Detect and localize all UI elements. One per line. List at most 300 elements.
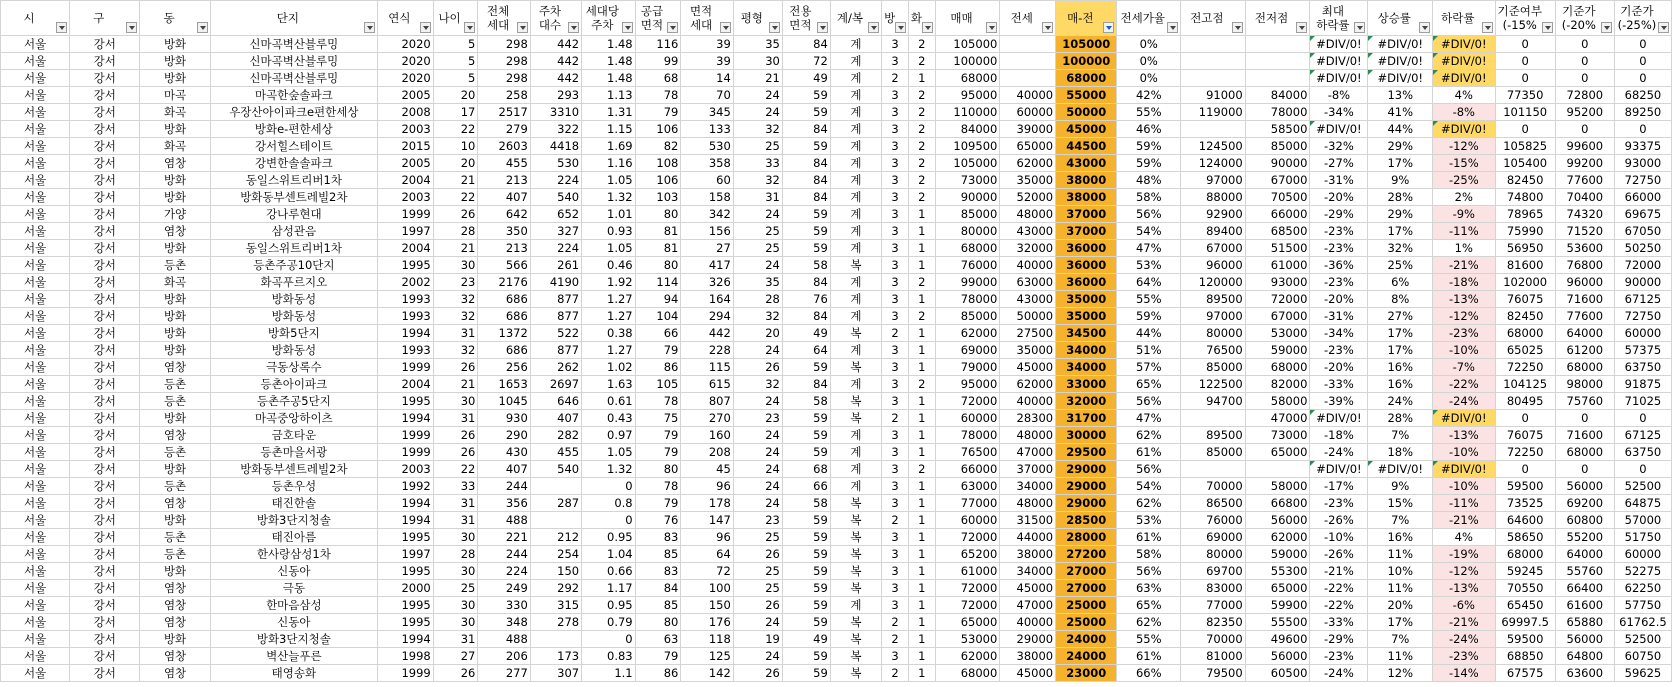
cell-dong[interactable]: 화곡 bbox=[140, 138, 210, 155]
cell-parking-per-unit[interactable]: 1.01 bbox=[582, 206, 636, 223]
cell-max-decline[interactable]: -29% bbox=[1310, 631, 1368, 648]
cell-sale-price[interactable]: 76000 bbox=[935, 257, 1000, 274]
cell-rise-rate[interactable]: 29% bbox=[1368, 206, 1433, 223]
cell-year-built[interactable]: 1997 bbox=[378, 546, 434, 563]
cell-parking[interactable]: 442 bbox=[530, 53, 581, 70]
cell-gap[interactable]: 30000 bbox=[1056, 427, 1117, 444]
cell-total-units[interactable]: 430 bbox=[478, 444, 530, 461]
column-header-decline-rate[interactable] bbox=[1433, 1, 1495, 36]
cell-rooms[interactable]: 3 bbox=[882, 53, 909, 70]
cell-year-built[interactable]: 2020 bbox=[378, 36, 434, 53]
cell-dong[interactable]: 염창 bbox=[140, 665, 210, 682]
cell-stair-type[interactable]: 복 bbox=[830, 665, 881, 682]
cell-year-built[interactable]: 2005 bbox=[378, 155, 434, 172]
cell-jeonse-price[interactable]: 52000 bbox=[1000, 189, 1056, 206]
cell-sale-price[interactable]: 100000 bbox=[935, 53, 1000, 70]
cell-prev-high[interactable]: 122500 bbox=[1181, 376, 1246, 393]
cell-parking-per-unit[interactable]: 1.13 bbox=[582, 87, 636, 104]
cell-total-units[interactable]: 642 bbox=[478, 206, 530, 223]
cell-gap[interactable]: 36000 bbox=[1056, 257, 1117, 274]
cell-base-20[interactable]: 72800 bbox=[1555, 87, 1614, 104]
cell-complex[interactable]: 등촌주공10단지 bbox=[210, 257, 377, 274]
cell-base-20[interactable]: 66400 bbox=[1555, 580, 1614, 597]
cell-supply-area[interactable]: 104 bbox=[635, 308, 681, 325]
cell-pyeong[interactable]: 24 bbox=[733, 478, 782, 495]
cell-district[interactable]: 강서 bbox=[70, 223, 140, 240]
cell-jeonse-price[interactable]: 40000 bbox=[1000, 393, 1056, 410]
cell-rise-rate[interactable]: 17% bbox=[1368, 342, 1433, 359]
cell-rooms[interactable]: 3 bbox=[882, 563, 909, 580]
cell-max-decline[interactable]: -31% bbox=[1310, 308, 1368, 325]
cell-max-decline[interactable]: -23% bbox=[1310, 648, 1368, 665]
cell-pyeong[interactable]: 32 bbox=[733, 376, 782, 393]
cell-parking[interactable] bbox=[530, 512, 581, 529]
cell-dong[interactable]: 염창 bbox=[140, 359, 210, 376]
cell-prev-low[interactable] bbox=[1245, 53, 1310, 70]
cell-base-25[interactable]: 67125 bbox=[1614, 427, 1671, 444]
cell-rooms[interactable]: 3 bbox=[882, 597, 909, 614]
cell-dong[interactable]: 방화 bbox=[140, 172, 210, 189]
cell-city[interactable]: 서울 bbox=[1, 308, 70, 325]
cell-city[interactable]: 서울 bbox=[1, 53, 70, 70]
cell-decline-rate[interactable]: 4% bbox=[1433, 529, 1495, 546]
cell-base-20[interactable]: 69200 bbox=[1555, 495, 1614, 512]
cell-sale-price[interactable]: 68000 bbox=[935, 665, 1000, 682]
cell-supply-area[interactable]: 85 bbox=[635, 546, 681, 563]
cell-exclusive-area[interactable]: 84 bbox=[782, 172, 830, 189]
cell-year-built[interactable]: 2020 bbox=[378, 70, 434, 87]
cell-base-15[interactable]: 72250 bbox=[1495, 444, 1555, 461]
cell-prev-low[interactable]: 90000 bbox=[1245, 155, 1310, 172]
cell-jeonse-ratio[interactable]: 53% bbox=[1117, 257, 1181, 274]
cell-district[interactable]: 강서 bbox=[70, 614, 140, 631]
cell-rooms[interactable]: 3 bbox=[882, 546, 909, 563]
cell-parking[interactable]: 262 bbox=[530, 359, 581, 376]
cell-pyeong[interactable]: 26 bbox=[733, 546, 782, 563]
cell-parking[interactable]: 261 bbox=[530, 257, 581, 274]
cell-parking[interactable]: 4190 bbox=[530, 274, 581, 291]
cell-year-built[interactable]: 1992 bbox=[378, 478, 434, 495]
cell-pyeong[interactable]: 24 bbox=[733, 427, 782, 444]
cell-area-units[interactable]: 150 bbox=[681, 597, 733, 614]
cell-sale-price[interactable]: 95000 bbox=[935, 376, 1000, 393]
cell-parking[interactable]: 322 bbox=[530, 121, 581, 138]
cell-base-20[interactable]: 74320 bbox=[1555, 206, 1614, 223]
cell-supply-area[interactable]: 85 bbox=[635, 597, 681, 614]
cell-decline-rate[interactable]: 1% bbox=[1433, 240, 1495, 257]
cell-exclusive-area[interactable]: 59 bbox=[782, 104, 830, 121]
cell-jeonse-ratio[interactable]: 56% bbox=[1117, 206, 1181, 223]
column-header-city[interactable] bbox=[1, 1, 70, 36]
cell-stair-type[interactable]: 계 bbox=[830, 36, 881, 53]
cell-age[interactable]: 21 bbox=[433, 376, 478, 393]
cell-parking[interactable]: 3310 bbox=[530, 104, 581, 121]
cell-rooms[interactable]: 3 bbox=[882, 529, 909, 546]
cell-age[interactable]: 22 bbox=[433, 189, 478, 206]
cell-parking-per-unit[interactable]: 1.05 bbox=[582, 240, 636, 257]
cell-max-decline[interactable]: -23% bbox=[1310, 240, 1368, 257]
cell-rooms[interactable]: 3 bbox=[882, 427, 909, 444]
cell-prev-high[interactable]: 89500 bbox=[1181, 291, 1246, 308]
cell-prev-high[interactable]: 69700 bbox=[1181, 563, 1246, 580]
cell-base-20[interactable]: 0 bbox=[1555, 121, 1614, 138]
cell-jeonse-price[interactable]: 63000 bbox=[1000, 274, 1056, 291]
cell-area-units[interactable]: 530 bbox=[681, 138, 733, 155]
cell-complex[interactable]: 방화동부센트레빌2차 bbox=[210, 189, 377, 206]
cell-year-built[interactable]: 1995 bbox=[378, 597, 434, 614]
cell-base-15[interactable]: 65450 bbox=[1495, 597, 1555, 614]
cell-dong[interactable]: 방화 bbox=[140, 291, 210, 308]
cell-exclusive-area[interactable]: 59 bbox=[782, 444, 830, 461]
cell-parking[interactable]: 2697 bbox=[530, 376, 581, 393]
cell-sale-price[interactable]: 65000 bbox=[935, 614, 1000, 631]
cell-rooms[interactable]: 2 bbox=[882, 631, 909, 648]
column-header-complex[interactable] bbox=[210, 1, 377, 36]
filter-dropdown-icon[interactable] bbox=[1232, 22, 1243, 33]
cell-exclusive-area[interactable]: 84 bbox=[782, 274, 830, 291]
filter-dropdown-icon[interactable] bbox=[1354, 22, 1365, 33]
cell-jeonse-price[interactable]: 60000 bbox=[1000, 104, 1056, 121]
cell-supply-area[interactable]: 79 bbox=[635, 427, 681, 444]
cell-pyeong[interactable]: 25 bbox=[733, 563, 782, 580]
cell-base-25[interactable]: 52275 bbox=[1614, 563, 1671, 580]
cell-jeonse-price[interactable]: 43000 bbox=[1000, 291, 1056, 308]
cell-parking[interactable]: 442 bbox=[530, 36, 581, 53]
cell-year-built[interactable]: 2008 bbox=[378, 104, 434, 121]
cell-area-units[interactable]: 133 bbox=[681, 121, 733, 138]
cell-prev-low[interactable]: 93000 bbox=[1245, 274, 1310, 291]
cell-gap[interactable]: 34000 bbox=[1056, 359, 1117, 376]
cell-parking-per-unit[interactable]: 1.15 bbox=[582, 121, 636, 138]
cell-supply-area[interactable]: 84 bbox=[635, 580, 681, 597]
cell-district[interactable]: 강서 bbox=[70, 631, 140, 648]
filter-dropdown-icon[interactable] bbox=[1042, 22, 1053, 33]
cell-rise-rate[interactable]: 29% bbox=[1368, 138, 1433, 155]
cell-base-20[interactable]: 76800 bbox=[1555, 257, 1614, 274]
cell-prev-high[interactable]: 124500 bbox=[1181, 138, 1246, 155]
cell-base-15[interactable]: 68000 bbox=[1495, 546, 1555, 563]
cell-total-units[interactable]: 407 bbox=[478, 461, 530, 478]
cell-complex[interactable]: 한사랑삼성1차 bbox=[210, 546, 377, 563]
filter-dropdown-icon[interactable] bbox=[769, 22, 780, 33]
cell-district[interactable]: 강서 bbox=[70, 138, 140, 155]
cell-city[interactable]: 서울 bbox=[1, 495, 70, 512]
cell-exclusive-area[interactable]: 59 bbox=[782, 410, 830, 427]
cell-jeonse-ratio[interactable]: 48% bbox=[1117, 172, 1181, 189]
cell-prev-high[interactable]: 89400 bbox=[1181, 223, 1246, 240]
cell-jeonse-ratio[interactable]: 56% bbox=[1117, 563, 1181, 580]
cell-bathrooms[interactable]: 1 bbox=[908, 580, 935, 597]
cell-base-25[interactable]: 93000 bbox=[1614, 155, 1671, 172]
cell-age[interactable]: 25 bbox=[433, 580, 478, 597]
cell-dong[interactable]: 염창 bbox=[140, 155, 210, 172]
cell-sale-price[interactable]: 90000 bbox=[935, 189, 1000, 206]
cell-sale-price[interactable]: 68000 bbox=[935, 70, 1000, 87]
cell-year-built[interactable]: 1997 bbox=[378, 223, 434, 240]
cell-total-units[interactable]: 244 bbox=[478, 478, 530, 495]
cell-base-25[interactable]: 57375 bbox=[1614, 342, 1671, 359]
cell-exclusive-area[interactable]: 59 bbox=[782, 614, 830, 631]
cell-gap[interactable]: 38000 bbox=[1056, 172, 1117, 189]
cell-exclusive-area[interactable]: 59 bbox=[782, 665, 830, 682]
cell-city[interactable]: 서울 bbox=[1, 104, 70, 121]
cell-pyeong[interactable]: 25 bbox=[733, 240, 782, 257]
cell-bathrooms[interactable]: 2 bbox=[908, 87, 935, 104]
cell-sale-price[interactable]: 105000 bbox=[935, 36, 1000, 53]
cell-exclusive-area[interactable]: 59 bbox=[782, 427, 830, 444]
cell-age[interactable]: 26 bbox=[433, 206, 478, 223]
cell-exclusive-area[interactable]: 72 bbox=[782, 53, 830, 70]
cell-age[interactable]: 30 bbox=[433, 393, 478, 410]
column-header-supply-area[interactable] bbox=[635, 1, 681, 36]
cell-prev-high[interactable]: 85000 bbox=[1181, 359, 1246, 376]
column-header-rise-rate[interactable] bbox=[1368, 1, 1433, 36]
cell-sale-price[interactable]: 78000 bbox=[935, 427, 1000, 444]
cell-complex[interactable]: 방화동성 bbox=[210, 308, 377, 325]
column-header-district[interactable] bbox=[70, 1, 140, 36]
cell-jeonse-ratio[interactable]: 55% bbox=[1117, 631, 1181, 648]
cell-jeonse-ratio[interactable]: 59% bbox=[1117, 155, 1181, 172]
cell-max-decline[interactable]: #DIV/0! bbox=[1310, 53, 1368, 70]
cell-decline-rate[interactable]: -23% bbox=[1433, 648, 1495, 665]
cell-jeonse-ratio[interactable]: 58% bbox=[1117, 189, 1181, 206]
cell-jeonse-ratio[interactable]: 54% bbox=[1117, 478, 1181, 495]
cell-jeonse-ratio[interactable]: 56% bbox=[1117, 393, 1181, 410]
cell-prev-low[interactable]: 58000 bbox=[1245, 478, 1310, 495]
cell-complex[interactable]: 태진한솔 bbox=[210, 495, 377, 512]
cell-jeonse-ratio[interactable]: 47% bbox=[1117, 410, 1181, 427]
cell-year-built[interactable]: 2003 bbox=[378, 461, 434, 478]
cell-city[interactable]: 서울 bbox=[1, 597, 70, 614]
cell-area-units[interactable]: 228 bbox=[681, 342, 733, 359]
cell-year-built[interactable]: 1999 bbox=[378, 206, 434, 223]
cell-parking-per-unit[interactable]: 1.27 bbox=[582, 342, 636, 359]
cell-pyeong[interactable]: 35 bbox=[733, 274, 782, 291]
cell-base-20[interactable]: 61200 bbox=[1555, 342, 1614, 359]
cell-area-units[interactable]: 14 bbox=[681, 70, 733, 87]
cell-supply-area[interactable]: 103 bbox=[635, 189, 681, 206]
cell-jeonse-ratio[interactable]: 64% bbox=[1117, 274, 1181, 291]
cell-rise-rate[interactable]: 12% bbox=[1368, 665, 1433, 682]
cell-max-decline[interactable]: -8% bbox=[1310, 87, 1368, 104]
cell-area-units[interactable]: 176 bbox=[681, 614, 733, 631]
cell-rooms[interactable]: 3 bbox=[882, 308, 909, 325]
cell-stair-type[interactable]: 계 bbox=[830, 87, 881, 104]
cell-pyeong[interactable]: 30 bbox=[733, 53, 782, 70]
cell-exclusive-area[interactable]: 59 bbox=[782, 546, 830, 563]
cell-jeonse-price[interactable]: 31500 bbox=[1000, 512, 1056, 529]
cell-city[interactable]: 서울 bbox=[1, 580, 70, 597]
cell-jeonse-ratio[interactable]: 53% bbox=[1117, 512, 1181, 529]
cell-age[interactable]: 30 bbox=[433, 529, 478, 546]
cell-bathrooms[interactable]: 1 bbox=[908, 223, 935, 240]
filter-dropdown-icon[interactable] bbox=[197, 22, 208, 33]
cell-prev-low[interactable]: 51500 bbox=[1245, 240, 1310, 257]
cell-base-20[interactable]: 55200 bbox=[1555, 529, 1614, 546]
cell-bathrooms[interactable]: 1 bbox=[908, 325, 935, 342]
cell-jeonse-ratio[interactable]: 62% bbox=[1117, 614, 1181, 631]
cell-max-decline[interactable]: -31% bbox=[1310, 172, 1368, 189]
cell-city[interactable]: 서울 bbox=[1, 70, 70, 87]
cell-age[interactable]: 30 bbox=[433, 257, 478, 274]
cell-base-25[interactable]: 61762.5 bbox=[1614, 614, 1671, 631]
cell-age[interactable]: 26 bbox=[433, 427, 478, 444]
cell-base-20[interactable]: 0 bbox=[1555, 461, 1614, 478]
cell-district[interactable]: 강서 bbox=[70, 206, 140, 223]
cell-parking-per-unit[interactable]: 0 bbox=[582, 631, 636, 648]
cell-pyeong[interactable]: 24 bbox=[733, 206, 782, 223]
cell-age[interactable]: 28 bbox=[433, 546, 478, 563]
cell-age[interactable]: 20 bbox=[433, 87, 478, 104]
cell-gap[interactable]: 27000 bbox=[1056, 563, 1117, 580]
cell-max-decline[interactable]: -23% bbox=[1310, 223, 1368, 240]
cell-district[interactable]: 강서 bbox=[70, 393, 140, 410]
cell-rooms[interactable]: 2 bbox=[882, 665, 909, 682]
cell-pyeong[interactable]: 28 bbox=[733, 291, 782, 308]
cell-supply-area[interactable]: 78 bbox=[635, 87, 681, 104]
cell-base-20[interactable]: 99200 bbox=[1555, 155, 1614, 172]
column-header-gap[interactable] bbox=[1056, 1, 1117, 36]
cell-base-15[interactable]: 81600 bbox=[1495, 257, 1555, 274]
cell-dong[interactable]: 염창 bbox=[140, 614, 210, 631]
cell-jeonse-price[interactable]: 34000 bbox=[1000, 563, 1056, 580]
cell-prev-high[interactable]: 81000 bbox=[1181, 648, 1246, 665]
cell-base-25[interactable]: 0 bbox=[1614, 70, 1671, 87]
cell-base-25[interactable]: 0 bbox=[1614, 410, 1671, 427]
cell-bathrooms[interactable]: 2 bbox=[908, 104, 935, 121]
cell-base-20[interactable]: 68000 bbox=[1555, 359, 1614, 376]
cell-base-15[interactable]: 68000 bbox=[1495, 325, 1555, 342]
cell-base-20[interactable]: 75760 bbox=[1555, 393, 1614, 410]
cell-pyeong[interactable]: 32 bbox=[733, 121, 782, 138]
cell-district[interactable]: 강서 bbox=[70, 597, 140, 614]
cell-jeonse-price[interactable]: 50000 bbox=[1000, 308, 1056, 325]
cell-area-units[interactable]: 417 bbox=[681, 257, 733, 274]
cell-decline-rate[interactable]: #DIV/0! bbox=[1433, 53, 1495, 70]
cell-base-25[interactable]: 52500 bbox=[1614, 631, 1671, 648]
cell-total-units[interactable]: 488 bbox=[478, 631, 530, 648]
cell-prev-low[interactable]: 65000 bbox=[1245, 580, 1310, 597]
cell-gap[interactable]: 28500 bbox=[1056, 512, 1117, 529]
cell-dong[interactable]: 방화 bbox=[140, 325, 210, 342]
cell-pyeong[interactable]: 24 bbox=[733, 614, 782, 631]
cell-gap[interactable]: 38000 bbox=[1056, 189, 1117, 206]
cell-parking-per-unit[interactable]: 1.27 bbox=[582, 308, 636, 325]
cell-total-units[interactable]: 930 bbox=[478, 410, 530, 427]
cell-supply-area[interactable]: 81 bbox=[635, 223, 681, 240]
cell-city[interactable]: 서울 bbox=[1, 512, 70, 529]
cell-pyeong[interactable]: 23 bbox=[733, 410, 782, 427]
cell-prev-low[interactable]: 56000 bbox=[1245, 648, 1310, 665]
cell-total-units[interactable]: 1653 bbox=[478, 376, 530, 393]
cell-parking-per-unit[interactable]: 0.61 bbox=[582, 393, 636, 410]
cell-base-25[interactable]: 68250 bbox=[1614, 87, 1671, 104]
cell-decline-rate[interactable]: -12% bbox=[1433, 308, 1495, 325]
cell-jeonse-ratio[interactable]: 57% bbox=[1117, 359, 1181, 376]
cell-rise-rate[interactable]: 28% bbox=[1368, 189, 1433, 206]
cell-base-20[interactable]: 0 bbox=[1555, 36, 1614, 53]
cell-age[interactable]: 32 bbox=[433, 308, 478, 325]
cell-area-units[interactable]: 45 bbox=[681, 461, 733, 478]
cell-bathrooms[interactable]: 1 bbox=[908, 291, 935, 308]
cell-area-units[interactable]: 64 bbox=[681, 546, 733, 563]
cell-max-decline[interactable]: #DIV/0! bbox=[1310, 461, 1368, 478]
cell-total-units[interactable]: 224 bbox=[478, 563, 530, 580]
cell-city[interactable]: 서울 bbox=[1, 138, 70, 155]
cell-supply-area[interactable]: 79 bbox=[635, 444, 681, 461]
cell-jeonse-price[interactable]: 48000 bbox=[1000, 206, 1056, 223]
cell-city[interactable]: 서울 bbox=[1, 546, 70, 563]
cell-city[interactable]: 서울 bbox=[1, 444, 70, 461]
cell-base-20[interactable]: 56000 bbox=[1555, 631, 1614, 648]
cell-year-built[interactable]: 1999 bbox=[378, 665, 434, 682]
cell-pyeong[interactable]: 24 bbox=[733, 444, 782, 461]
cell-gap[interactable]: 44500 bbox=[1056, 138, 1117, 155]
cell-complex[interactable]: 방화e-편한세상 bbox=[210, 121, 377, 138]
cell-stair-type[interactable]: 계 bbox=[830, 597, 881, 614]
cell-rise-rate[interactable]: 17% bbox=[1368, 325, 1433, 342]
cell-parking[interactable]: 327 bbox=[530, 223, 581, 240]
column-header-jeonse-ratio[interactable] bbox=[1117, 1, 1181, 36]
cell-sale-price[interactable]: 72000 bbox=[935, 580, 1000, 597]
cell-max-decline[interactable]: -22% bbox=[1310, 580, 1368, 597]
cell-area-units[interactable]: 270 bbox=[681, 410, 733, 427]
cell-base-20[interactable]: 71600 bbox=[1555, 427, 1614, 444]
cell-complex[interactable]: 방화3단지청솔 bbox=[210, 631, 377, 648]
cell-dong[interactable]: 염창 bbox=[140, 597, 210, 614]
filter-dropdown-icon[interactable] bbox=[56, 22, 67, 33]
cell-district[interactable]: 강서 bbox=[70, 53, 140, 70]
cell-max-decline[interactable]: -22% bbox=[1310, 597, 1368, 614]
cell-prev-high[interactable] bbox=[1181, 410, 1246, 427]
filter-dropdown-icon[interactable] bbox=[1167, 22, 1178, 33]
cell-sale-price[interactable]: 65200 bbox=[935, 546, 1000, 563]
cell-complex[interactable]: 태영송화 bbox=[210, 665, 377, 682]
cell-jeonse-price[interactable]: 38000 bbox=[1000, 648, 1056, 665]
cell-decline-rate[interactable]: -21% bbox=[1433, 614, 1495, 631]
cell-jeonse-price[interactable]: 45000 bbox=[1000, 665, 1056, 682]
cell-exclusive-area[interactable]: 58 bbox=[782, 393, 830, 410]
cell-jeonse-ratio[interactable]: 55% bbox=[1117, 291, 1181, 308]
cell-age[interactable]: 23 bbox=[433, 274, 478, 291]
cell-district[interactable]: 강서 bbox=[70, 359, 140, 376]
cell-age[interactable]: 26 bbox=[433, 665, 478, 682]
cell-area-units[interactable]: 39 bbox=[681, 36, 733, 53]
cell-district[interactable]: 강서 bbox=[70, 427, 140, 444]
cell-base-15[interactable]: 59245 bbox=[1495, 563, 1555, 580]
cell-city[interactable]: 서울 bbox=[1, 121, 70, 138]
cell-pyeong[interactable]: 24 bbox=[733, 648, 782, 665]
cell-city[interactable]: 서울 bbox=[1, 257, 70, 274]
cell-city[interactable]: 서울 bbox=[1, 376, 70, 393]
cell-district[interactable]: 강서 bbox=[70, 274, 140, 291]
cell-decline-rate[interactable]: -13% bbox=[1433, 427, 1495, 444]
cell-rise-rate[interactable]: 11% bbox=[1368, 546, 1433, 563]
cell-bathrooms[interactable]: 2 bbox=[908, 172, 935, 189]
cell-base-25[interactable]: 67050 bbox=[1614, 223, 1671, 240]
cell-sale-price[interactable]: 66000 bbox=[935, 461, 1000, 478]
cell-gap[interactable]: 25000 bbox=[1056, 614, 1117, 631]
cell-stair-type[interactable]: 계 bbox=[830, 53, 881, 70]
cell-bathrooms[interactable]: 1 bbox=[908, 495, 935, 512]
cell-age[interactable]: 32 bbox=[433, 342, 478, 359]
cell-exclusive-area[interactable]: 59 bbox=[782, 563, 830, 580]
cell-dong[interactable]: 등촌 bbox=[140, 393, 210, 410]
cell-sale-price[interactable]: 105000 bbox=[935, 155, 1000, 172]
cell-decline-rate[interactable]: 2% bbox=[1433, 189, 1495, 206]
cell-complex[interactable]: 등촌주공5단지 bbox=[210, 393, 377, 410]
cell-dong[interactable]: 방화 bbox=[140, 36, 210, 53]
